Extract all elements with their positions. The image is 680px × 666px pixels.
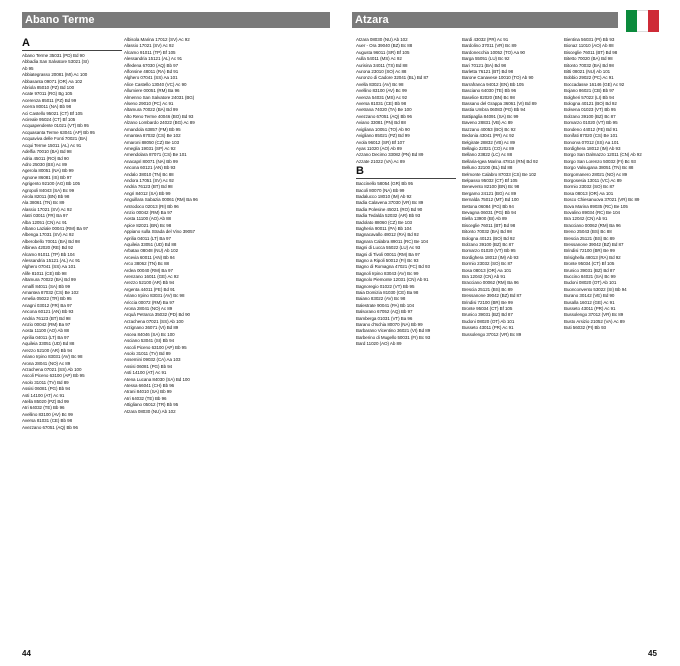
index-entry: Agrigento 92100 (AG) Bb 105: [22, 181, 80, 187]
index-entry: Alzano Lombardo 24022 (BG) Ac 89: [124, 120, 195, 126]
index-entry: Brescia 25121 (BS) Bc 89: [462, 286, 513, 292]
index-entry: Acerra 80011 (NA) Bb 98: [22, 104, 72, 110]
index-entry: Atri 64032 (TE) Bb 96: [124, 395, 167, 401]
index-entry: Barga 55051 (LU) Bc 92: [462, 56, 510, 62]
index-entry: Augusta 96011 (SR) Bf 105: [356, 49, 410, 55]
index-entry: Alife 81011 (CE) Bb 98: [22, 270, 67, 276]
index-entry: Bonorva 07012 (SS) Aa 101: [564, 139, 619, 145]
index-entry: Bovalino 89034 (RC) Be 104: [564, 209, 620, 215]
index-entry: Arco 38062 (TN) Bc 88: [124, 261, 169, 267]
index-entry: Anzio 00042 (RM) Ba 97: [22, 322, 71, 328]
index-entry: Avenza 54031 (MS) Ac 92: [356, 94, 408, 100]
index-entry: Bolzano 39100 (BZ) Bc 87: [462, 242, 514, 247]
header-bar-right: [352, 12, 618, 28]
index-entry: Battipaglia 84091 (SA) Bc 99: [462, 113, 519, 119]
index-entry: Barone Canavese 10010 (TO) Ab 90: [462, 75, 534, 81]
index-entry: Bientina 56031 (PI) Bb 93: [564, 37, 615, 42]
index-entry: Bolgheri 57022 (LI) Bb 94: [564, 94, 615, 100]
index-column-3: [356, 37, 456, 644]
index-entry: Borgomanero 28021 (NO) Ac 89: [564, 171, 628, 177]
index-entry: Bellano 23822 (LC) Ac 88: [462, 152, 513, 158]
index-entry: Ancona 60121 (AN) Bb 93: [124, 165, 176, 171]
index-entry: Bova Marina 89035 (RC) Be 105: [564, 203, 628, 209]
index-entry: Alessandria 15121 (AL) Ac 91: [22, 258, 81, 263]
index-entry: Attigliano 05012 (TR) Bb 95: [124, 402, 179, 408]
index-entry: Alassio 17021 (SV) Ac 92: [22, 206, 72, 212]
index-entry: Belpasso 95032 (CT) Bf 105: [462, 177, 518, 183]
index-entry: Belmonte Calabro 87033 (CS) Be 102: [462, 171, 537, 177]
index-entry: Boccadasse 16146 (GE) Ac 92: [564, 81, 625, 87]
index-entry: Altamura 70022 (BA) Bd 99: [22, 277, 76, 283]
index-entry: Alfonsine 48011 (RA) Bd 91: [124, 69, 179, 75]
index-entry: Amalfi 84011 (SA) Bb 99: [22, 283, 71, 289]
index-letter-heading: B: [356, 165, 456, 179]
index-entry: Atrani 84010 (SA) Bb 99: [124, 389, 172, 395]
index-entry: Bagnoregio 01022 (VT) Bb 95: [356, 283, 415, 289]
index-entry: Amantea 87032 (CS) Be 102: [124, 133, 181, 139]
index-entry: Aquileia 33051 (UD) Bd 88: [22, 341, 75, 347]
index-entry: Aversa 81031 (CE) Bb 98: [356, 101, 407, 107]
index-entry: Bagni di Tivoli 00011 (RM) Ba 97: [356, 251, 420, 257]
index-entry: Bastia Umbra 06083 (PG) Bb 94: [462, 107, 526, 113]
index-entry: Asti 14100 (AT) Ac 91: [124, 370, 167, 376]
index-entry: Bagni di Lucca 55022 (LU) Ac 93: [356, 245, 421, 251]
index-entry: Ab 95: [22, 65, 34, 71]
index-entry: Arona 28041 (NO) Ac 89: [22, 360, 71, 366]
index-entry: Allumiere 00051 (RM) Ba 96: [124, 88, 180, 94]
index-entry: Ariano Irpino 83031 (AV) Bc 98: [124, 293, 185, 299]
index-entry: Andalo 38010 (TN) Bc 88: [124, 171, 174, 177]
index-entry: Andria 76123 (BT) Bd 98: [124, 184, 173, 190]
index-entry: Azzate 21022 (VA) Ac 89: [356, 158, 405, 164]
index-entry: Bomarzo 01020 (VT) Bb 95: [462, 248, 516, 254]
index-entry: Alcamo 91011 (TP) Bf 105: [124, 49, 176, 55]
index-entry: Avola 96012 (SR) Bf 107: [356, 139, 405, 145]
index-entry: Bardi 43032 (PR) Ac 91: [462, 37, 509, 42]
index-entry: Bari 70121 (BA) Bd 98: [462, 62, 506, 68]
index-entry: Acqui Terme 15011 (AL) Ac 91: [22, 142, 82, 148]
index-entry: Angri 84012 (SA) Bb 99: [124, 190, 171, 196]
index-entry: Bolsena 01023 (VT) Bb 95: [564, 107, 616, 113]
flag-stripe-red: [648, 10, 659, 32]
index-entry: Agropoli 84043 (SA) Bc 99: [22, 187, 75, 193]
index-entry: Amendolara 87071 (CS) Be 101: [124, 152, 187, 158]
index-entry: Bitetto 70020 (BA) Bd 98: [564, 56, 613, 62]
index-entry: Bordighera 18012 (IM) Ab 93: [462, 254, 519, 260]
index-entry: Busseto 43011 (PR) Ac 91: [462, 325, 514, 331]
index-entry: Bazzano 40053 (BO) Bc 92: [462, 126, 516, 132]
index-entry: Alto Reno Terme 40046 (BO) Bd 93: [124, 113, 194, 119]
index-entry: Ascea 84046 (SA) Bc 100: [124, 331, 175, 337]
index-entry: Barletta 76121 (BT) Bd 98: [462, 69, 514, 75]
index-entry: Bedonia 43041 (PR) Ac 92: [462, 133, 515, 139]
index-entry: Brindisi 72100 (BR) Be 99: [462, 299, 513, 305]
index-entry: Acireale 95024 (CT) Bf 105: [22, 117, 76, 123]
index-entry: Arzachena 07021 (SS) Ab 100: [124, 318, 184, 324]
index-entry: Ascoli Piceno 63100 (AP) Bb 95: [22, 373, 85, 379]
index-entry: Busalla 16012 (GE) Ac 91: [564, 299, 615, 305]
index-entry: Buti 56032 (PI) Bb 93: [564, 325, 606, 331]
index-entry: Alatri 03011 (FR) Ba 97: [22, 213, 68, 219]
index-entry: Aurisina 34011 (TS) Bd 88: [356, 62, 408, 68]
index-entry: Airola 82011 (BN) Bb 98: [22, 193, 70, 199]
index-entry: Bagnacavallo 48012 (RA) Bd 92: [356, 232, 419, 238]
index-entry: Avezzano 67051 (AQ) Bb 96: [22, 424, 78, 430]
index-entry: Abriola 85010 (PZ) Bd 100: [22, 85, 75, 91]
index-entry: Adro 25030 (BS) Ac 89: [22, 161, 67, 167]
index-entry: Bracciano 00062 (RM) Ba 96: [462, 280, 519, 286]
index-entry: Anguillara Sabazia 00061 (RM) Ba 96: [124, 197, 198, 203]
index-entry: Avellino 83100 (AV) Bc 99: [22, 411, 73, 417]
index-entry: Bosa 08013 (OR) Aa 101: [462, 267, 512, 273]
index-entry: Bellaria-Igea Marina 47814 (RN) Bd 92: [462, 158, 538, 164]
index-entry: Arenzano 16011 (GE) Ac 92: [124, 274, 179, 280]
index-entry: Bisceglie 76011 (BT) Bd 98: [462, 222, 516, 228]
index-entry: Aviano 33081 (PN) Bd 88: [356, 120, 406, 126]
index-entry: Albisola Marina 17012 (SV) Ac 92: [124, 37, 190, 42]
index-entry: Baia Domizia 81030 (CE) Ba 98: [356, 290, 419, 296]
index-entry: Abbiategrasso 20081 (MI) Ac 100: [22, 72, 88, 78]
index-entry: Bosco Chiesanuova 37021 (VR) Bc 89: [564, 197, 640, 203]
index-entry: Bonifati 87020 (CS) Be 101: [564, 133, 618, 139]
index-entry: Bitti 08021 (NU) Ab 101: [564, 69, 611, 75]
index-entry: Abbadia San Salvatore 53021 (SI): [22, 59, 89, 65]
index-entry: Bormio 23032 (SO) Bc 87: [462, 261, 513, 267]
index-entry: Almenno San Salvatore 24031 (BG): [124, 94, 195, 100]
index-entry: Brisighella 48013 (RA) Bd 92: [564, 254, 621, 260]
index-entry: Baccinello 58054 (GR) Bb 95: [356, 181, 413, 187]
index-entry: Albenga 17031 (SV) Ac 92: [22, 232, 74, 238]
index-entry: Aprilia 04011 (LT) Ba 97: [22, 334, 69, 340]
index-entry: Arcevia 60011 (AN) Bb 94: [124, 254, 175, 260]
index-entry: Busseto 43011 (PR) Ac 91: [564, 306, 616, 312]
index-entry: Albano Laziale 00041 (RM) Ba 97: [22, 225, 88, 231]
index-entry: Avezzano 67051 (AQ) Bb 96: [356, 113, 412, 119]
index-entry: Baselice 82020 (BN) Bc 98: [462, 94, 515, 100]
index-entry: Apice 82021 (BN) Bc 98: [124, 222, 172, 228]
index-entry: Assisi 06081 (PG) Bb 94: [22, 386, 71, 392]
index-entry: Argenta 44011 (FE) Bd 91: [124, 286, 175, 292]
header-right-title: Atzara: [355, 14, 389, 26]
index-entry: Bolzano 39100 (BZ) Bc 87: [564, 113, 616, 119]
index-entry: Avetrana 74020 (TA) Be 100: [356, 107, 412, 113]
index-entry: Breno 25043 (BS) Bc 88: [564, 229, 612, 235]
index-entry: Benevento 82100 (BN) Bc 98: [462, 184, 520, 190]
index-entry: Barberino di Mugello 50031 (FI) Bc 93: [356, 334, 431, 340]
index-entry: Bra 12042 (CN) Ab 91: [462, 274, 506, 280]
index-entry: Avellino 83100 (AV) Bc 99: [356, 88, 407, 94]
index-entry: Arzignano 36071 (VI) Bd 89: [124, 325, 179, 331]
index-entry: Ariccia 00072 (RM) Ba 97: [124, 299, 175, 305]
index-entry: Agnone 86081 (IS) Bb 97: [22, 174, 72, 180]
index-entry: Bronte 95034 (CT) Bf 105: [564, 261, 615, 267]
index-entry: Alghero 07041 (SS) Aa 101: [124, 75, 178, 81]
index-entry: Bassano del Grappa 36061 (VI) Bd 89: [462, 101, 537, 107]
index-entry: Barrafranca 94012 (EN) Bb 105: [462, 81, 524, 87]
index-entry: Antrodoco 02013 (RI) Bb 96: [124, 203, 179, 209]
index-entry: Abbasanta 09071 (OR) Aa 102: [22, 78, 83, 84]
index-entry: Acquaviva delle Fonti 70021 (BA): [22, 136, 88, 142]
index-entry: Auronzo di Cadore 32041 (BL) Bd 87: [356, 75, 429, 81]
index-entry: Bagheria 90011 (PA) Bb 104: [356, 225, 412, 231]
index-entry: Alcamo 91011 (TP) Bb 104: [22, 251, 75, 257]
index-entry: Bondeno 44012 (FE) Bd 91: [564, 126, 618, 132]
index-entry: Arquà Petrarca 35032 (PD) Bd 90: [124, 312, 190, 318]
index-entry: Budoni 08020 (OT) Ab 101: [564, 280, 617, 286]
index-entry: Acerenza 85011 (PZ) Bd 99: [22, 97, 77, 103]
index-entry: Bardonecchia 10052 (TO) Aa 90: [462, 49, 526, 55]
index-entry: Bitonto 70032 (BA) Bd 98: [564, 62, 614, 68]
index-entry: Bard 11020 (AO) Ab 89: [356, 341, 402, 347]
index-entry: Busto Arsizio 21052 (VA) Ac 89: [564, 318, 625, 324]
index-entry: Alfedena 67030 (AQ) Bb 97: [124, 62, 179, 68]
index-entry: Brindisi 72100 (BR) Be 99: [564, 248, 615, 254]
index-entry: Badia Calavena 37030 (VR) Bc 89: [356, 200, 424, 206]
index-entry: Atessa 66041 (CH) Bb 96: [124, 382, 175, 388]
index-entry: Bacoli 80070 (NA) Bb 99: [356, 187, 405, 193]
index-entry: Asolo 31011 (TV) Bd 89: [124, 350, 171, 356]
flag-stripe-green: [626, 10, 637, 32]
index-entry: Bologna 40121 (BO) Bd 92: [462, 235, 515, 241]
index-entry: Andora 17051 (SV) Ac 92: [124, 177, 174, 183]
index-entry: Aversa 81031 (CE) Bb 98: [22, 418, 73, 424]
index-entry: Badolato 88060 (CZ) Be 103: [356, 219, 412, 225]
index-entry: Ascoli Piceno 63100 (AP) Bb 95: [124, 344, 187, 350]
index-entry: Bressanone 39042 (BZ) Bd 87: [564, 242, 624, 247]
index-entry: Bernalda 75012 (MT) Bd 100: [462, 197, 519, 203]
index-entry: Anzio 00042 (RM) Ba 97: [124, 209, 173, 215]
index-entry: Alseno 29010 (PC) Ac 91: [124, 101, 174, 107]
page-number-left: 44: [22, 649, 31, 658]
index-entry: Amelia 05022 (TR) Bb 95: [22, 296, 72, 302]
index-entry: Anacapri 80071 (NA) Bb 99: [124, 158, 178, 164]
page-number-right: 45: [648, 649, 657, 658]
index-entry: Biella 13900 (BI) Ab 89: [462, 216, 507, 222]
index-entry: Alberobello 70011 (BA) Bd 98: [22, 238, 80, 244]
index-entry: Bracciano 00062 (RM) Ba 96: [564, 222, 621, 228]
index-entry: Ardea 00040 (RM) Ba 97: [124, 267, 173, 273]
index-entry: Atri 64032 (TE) Bb 96: [22, 405, 65, 411]
index-entry: Appiano sulla Strada del Vino 39057: [124, 229, 195, 235]
index-entry: Belgirate 28832 (VB) Ac 89: [462, 139, 515, 145]
index-entry: Brunico 39031 (BZ) Bd 87: [564, 267, 615, 273]
index-entry: Ala 38061 (TN) Bc 89: [22, 200, 65, 206]
index-letter-heading: A: [22, 37, 122, 51]
index-entry: Basciano 64030 (TE) Bb 96: [462, 88, 517, 94]
index-entry: Assemini 09032 (CA) Aa 103: [124, 357, 181, 363]
index-entry: Asti 14100 (AT) Ac 91: [22, 392, 65, 398]
index-column-4: [462, 37, 560, 644]
header-left-title: Abano Terme: [25, 14, 95, 26]
index-entry: Bressanone 39042 (BZ) Bd 87: [462, 293, 522, 299]
index-entry: Badia Tedalda 52032 (AR) Bb 93: [356, 213, 421, 219]
index-entry: Anagni 03012 (FR) Ba 97: [22, 302, 72, 308]
index-entry: Brunico 39031 (BZ) Bd 87: [462, 312, 513, 318]
index-entry: Acquasanta Terme 63041 (AP) Bb 95: [22, 129, 95, 135]
index-entry: Adria 45011 (RO) Bd 90: [22, 155, 69, 161]
index-entry: Bologna 40121 (BO) Bd 92: [564, 101, 617, 107]
index-entry: Badia Polesine 45021 (RO) Bd 90: [356, 206, 423, 212]
index-entry: Arzachena 07021 (SS) Ab 100: [22, 366, 82, 372]
index-entry: Alice Castello 13040 (VC) Ac 90: [124, 81, 187, 87]
index-entry: Bellagio 22021 (CO) Ac 89: [462, 145, 515, 151]
index-entry: Bordighera 18012 (IM) Ab 93: [564, 145, 621, 151]
index-page: [0, 37, 680, 644]
index-entry: Azzano Decimo 33082 (PN) Bd 89: [356, 152, 424, 158]
index-entry: Albinea 42020 (RE) Bd 92: [22, 245, 74, 251]
index-entry: Bojano 86021 (CB) Bb 97: [564, 88, 615, 94]
flag-stripe-white: [637, 10, 648, 32]
index-entry: Bergamo 24121 (BG) Ac 89: [462, 190, 517, 196]
index-entry: Aurona 23010 (SO) Ac 88: [356, 69, 407, 75]
index-entry: Ancona 60121 (AN) Bb 93: [22, 309, 74, 315]
index-entry: Atzara 08030 (NU) Ab 102: [356, 37, 408, 42]
index-entry: Ariano Irpino 83031 (AV) Bc 98: [22, 354, 83, 360]
index-entry: Amantea 87032 (CS) Be 102: [22, 290, 79, 296]
index-entry: Bronte 95034 (CT) Bf 105: [462, 306, 513, 312]
index-entry: Borgo San Dalmazzo 12011 (CN) Ab 92: [564, 152, 642, 158]
index-entry: Avigliano 85021 (PZ) Bd 99: [356, 133, 410, 139]
index-entry: Bamberga 01031 (VT) Ba 96: [356, 315, 413, 321]
index-entry: Bussolengo 37012 (VR) Bc 89: [462, 331, 522, 337]
index-entry: Avigliana 10051 (TO) Ab 90: [356, 126, 410, 132]
index-entry: Borgosesia 13011 (VC) Ac 89: [564, 177, 622, 183]
header-bar-left: [22, 12, 330, 28]
index-entry: Barbarano Vicentino 36021 (VI) Bd 89: [356, 328, 431, 334]
index-entry: Bettona 06084 (PG) Bb 94: [462, 203, 514, 209]
index-entry: Bisceglie 76011 (BT) Bd 98: [564, 49, 618, 55]
index-entry: Alba 12051 (CN) Ac 91: [22, 219, 67, 225]
index-column-5: [564, 37, 664, 644]
index-entry: Balsorano 67052 (AQ) Bb 97: [356, 309, 413, 315]
index-entry: Bardolino 37011 (VR) Bc 89: [462, 43, 517, 49]
index-entry: Aulla 54011 (MS) Ac 92: [356, 56, 402, 62]
index-entry: Arbatax 08048 (NU) Ab 102: [124, 248, 179, 254]
index-entry: Arezzo 52100 (AR) Bb 94: [22, 347, 73, 353]
index-entry: Bagnoli Irpino 83043 (AV) Bc 99: [356, 270, 419, 276]
index-entry: Bomarzo 01020 (VT) Bb 95: [564, 120, 618, 126]
italian-flag-icon: [626, 10, 659, 32]
index-entry: Alassio 17021 (SV) Ac 92: [124, 43, 174, 49]
index-entry: Ayas 11020 (AO) Ab 89: [356, 145, 402, 151]
index-entry: Avella 83021 (AV) Bc 98: [356, 81, 404, 87]
index-entry: Bitonto 70032 (BA) Bd 98: [462, 229, 512, 235]
index-entry: Alessandria 15121 (AL) Ac 91: [124, 56, 183, 62]
index-entry: Buccino 84021 (SA) Bc 99: [564, 274, 616, 280]
index-entry: Adelfia 70010 (BA) Bd 98: [22, 149, 72, 155]
index-entry: Auer - Ora 39040 (BZ) Bc 88: [356, 43, 413, 49]
index-entry: Assisi 06081 (PG) Bb 94: [124, 363, 173, 369]
index-entry: Bormio 23032 (SO) Bc 87: [564, 184, 615, 190]
index-entry: Belluno 32100 (BL) Bd 88: [462, 165, 513, 171]
index-entry: Buonconvento 53022 (SI) Bb 94: [564, 286, 627, 292]
index-entry: Agerola 80051 (NA) Bb 99: [22, 168, 74, 174]
index-entry: Aosta 11100 (AO) Ab 88: [124, 216, 172, 222]
index-entry: Bagnolo Piemonte 12031 (CN) Ab 91: [356, 277, 429, 283]
index-entry: Asolo 31011 (TV) Bd 89: [22, 379, 69, 385]
index-column-2: [124, 37, 228, 644]
index-entry: Burano 30142 (VE) Bd 90: [564, 293, 615, 299]
index-entry: Bussolengo 37012 (VR) Bc 89: [564, 312, 624, 318]
index-entry: Atena Lucana 84030 (SA) Bd 100: [124, 376, 190, 382]
index-entry: Bionaz 11010 (AO) Ab 88: [564, 43, 614, 49]
index-entry: Aosta 11100 (AO) Ab 88: [22, 328, 70, 334]
index-entry: Aquileia 33051 (UD) Bd 88: [124, 242, 177, 247]
index-entry: Bagnara Calabra 89011 (RC) Be 104: [356, 238, 429, 244]
index-entry: Andria 76123 (BT) Bd 98: [22, 315, 71, 321]
index-entry: Budoni 08020 (OT) Ab 101: [462, 318, 515, 324]
index-entry: Aprilia 04011 (LT) Ba 97: [124, 235, 171, 241]
index-entry: Brescia 25121 (BS) Bc 89: [564, 235, 615, 241]
index-entry: Barano d'Ischia 80070 (NA) Bb 99: [356, 322, 423, 328]
index-entry: Acate 97011 (RG) Bg 105: [22, 91, 73, 97]
index-entry: Baveno 28831 (VB) Ac 89: [462, 120, 513, 126]
index-entry: Bagno a Ripoli 50012 (FI) Bc 93: [356, 258, 419, 263]
index-entry: Bagno di Romagna 47021 (FC) Bd 93: [356, 264, 430, 270]
index-entry: Bra 12042 (CN) Ab 91: [564, 216, 608, 222]
index-entry: Atella 85020 (PZ) Bd 99: [22, 398, 69, 404]
index-entry: Altamura 70022 (BA) Bd 99: [124, 107, 178, 113]
index-entry: Abano Terme 35031 (PD) Bd 90: [22, 53, 85, 58]
index-entry: Borgo Valsugana 38051 (TN) Bc 88: [564, 165, 634, 171]
index-entry: Asciano 53041 (SI) Bb 94: [124, 338, 175, 344]
index-entry: Balestrate 90041 (PA) Bb 104: [356, 302, 415, 308]
index-entry: Badalucco 18010 (IM) Ab 92: [356, 193, 412, 199]
index-entry: Bosa 08013 (OR) Aa 101: [564, 190, 614, 196]
index-entry: Atzara 08030 (NU) Ab 102: [124, 408, 176, 414]
index-entry: Amaroni 88050 (CZ) Be 103: [124, 139, 180, 145]
index-entry: Borgo San Lorenzo 50032 (FI) Bc 93: [564, 158, 636, 164]
index-entry: Amandola 63857 (FM) Bb 95: [124, 126, 181, 132]
index-entry: Arezzo 52100 (AR) Bb 94: [124, 280, 175, 286]
index-entry: Baiano 83022 (AV) Bc 98: [356, 296, 406, 302]
index-entry: Bevagna 06031 (PG) Bb 94: [462, 209, 517, 215]
index-entry: Aci Castello 95021 (CT) Bf 105: [22, 110, 83, 116]
index-entry: Ameglia 19031 (SP) Ac 92: [124, 145, 176, 151]
index-entry: Arona 28041 (NO) Ac 89: [124, 306, 173, 312]
index-column-1: [22, 37, 122, 644]
index-entry: Acquapendente 01021 (VT) Bb 95: [22, 123, 89, 129]
index-entry: Bobbio 29022 (PC) Ac 91: [564, 75, 614, 81]
index-entry: Alghero 07041 (SS) Aa 101: [22, 264, 76, 270]
